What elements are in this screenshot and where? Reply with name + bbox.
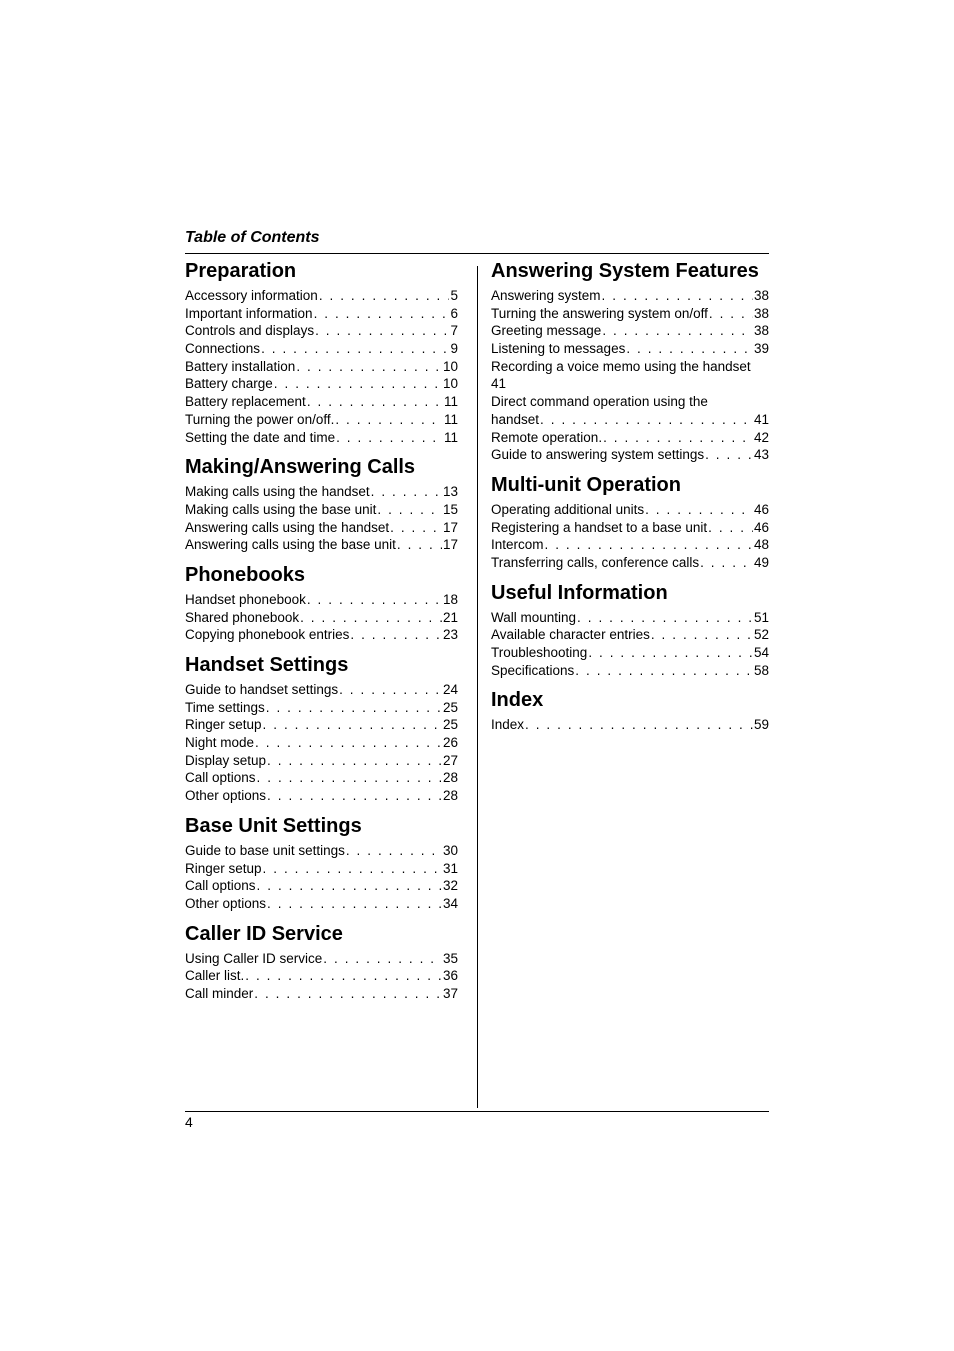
entry-label: Recording a voice memo using the handset: [491, 358, 751, 374]
entry-label: Ringer setup: [185, 717, 262, 733]
toc-entry[interactable]: [185, 752, 458, 770]
entry-label: Caller list.: [185, 968, 245, 984]
entry-label: Call minder: [185, 985, 254, 1001]
toc-entry[interactable]: [185, 375, 458, 393]
toc-entry[interactable]: [185, 681, 458, 699]
entry-label: Connections: [185, 341, 261, 357]
entry-page: 48: [753, 537, 769, 553]
entry-list: [185, 950, 458, 1003]
entry-list: [491, 287, 769, 464]
entry-page: 5: [450, 288, 458, 303]
toc-entry-voice-memo[interactable]: [491, 358, 769, 393]
entry-page: 52: [753, 627, 769, 643]
entry-page: 28: [442, 770, 458, 786]
toc-entry[interactable]: [185, 895, 458, 913]
toc-entry[interactable]: [491, 662, 769, 680]
entry-label: Guide to answering system settings: [491, 447, 705, 463]
section-title: Handset Settings: [185, 654, 349, 676]
entry-label: Guide to base unit settings: [185, 842, 345, 858]
toc-section-making-answering-calls: [185, 455, 458, 554]
entry-page: 35: [442, 950, 458, 966]
toc-entry[interactable]: [185, 734, 458, 752]
entry-label: Registering a handset to a base unit: [491, 519, 708, 535]
section-title: Multi-unit Operation: [491, 473, 681, 496]
entry-label: Night mode: [185, 735, 255, 751]
entry-page: 18: [442, 591, 458, 607]
entry-page: 13: [442, 484, 458, 500]
toc-entry[interactable]: [185, 429, 458, 447]
entry-label: Guide to handset settings: [185, 682, 339, 697]
entry-page: 10: [442, 376, 458, 392]
entry-page: 46: [753, 519, 769, 535]
entry-page: 30: [442, 842, 458, 858]
toc-section-handset-settings: [185, 653, 458, 805]
entry-page: 34: [442, 895, 458, 911]
entry-list: [185, 591, 458, 644]
entry-list: [491, 609, 769, 680]
entry-label: Call options: [185, 770, 256, 786]
toc-entry[interactable]: [185, 716, 458, 734]
toc-entry[interactable]: [185, 305, 458, 323]
toc-section-base-unit-settings: [185, 814, 458, 913]
entry-page: 17: [442, 537, 458, 553]
entry-page: 38: [753, 305, 769, 321]
entry-label: Shared phonebook: [185, 609, 300, 625]
toc-entry[interactable]: [185, 536, 458, 554]
section-title: Answering System Features: [491, 260, 759, 282]
toc-entry[interactable]: [185, 322, 458, 340]
toc-entry[interactable]: [185, 501, 458, 519]
section-title: Caller ID Service: [185, 922, 343, 945]
toc-section-index: [491, 688, 769, 734]
entry-page: 31: [442, 860, 458, 876]
entry-page: 6: [450, 305, 458, 321]
entry-page: 23: [442, 627, 458, 643]
toc-section-preparation: [185, 259, 458, 446]
entry-page: 15: [442, 501, 458, 517]
entry-label: Turning the power on/off.: [185, 411, 335, 427]
toc-entry[interactable]: [185, 967, 458, 985]
page-number: 4: [185, 1114, 193, 1130]
entry-page: 28: [442, 788, 458, 804]
entry-page: 38: [753, 323, 769, 339]
entry-label: Battery replacement: [185, 394, 306, 410]
entry-list: [185, 681, 458, 805]
page-header-title: Table of Contents: [185, 229, 320, 246]
toc-entry[interactable]: [185, 769, 458, 787]
toc-entry[interactable]: [185, 626, 458, 644]
toc-section-multi-unit-operation: [491, 473, 769, 572]
toc-entry[interactable]: [491, 644, 769, 662]
entry-label: Call options: [185, 878, 256, 894]
footer-rule: [185, 1111, 769, 1112]
toc-entry[interactable]: [185, 519, 458, 537]
entry-page: 24: [442, 682, 458, 697]
toc-entry[interactable]: [491, 340, 769, 358]
entry-list: [491, 501, 769, 572]
toc-entry[interactable]: [491, 554, 769, 572]
entry-label: Handset phonebook: [185, 591, 306, 607]
toc-entry[interactable]: [185, 860, 458, 878]
entry-label: Transferring calls, conference calls: [491, 554, 700, 570]
toc-entry[interactable]: [491, 626, 769, 644]
entry-label: Greeting message: [491, 323, 602, 339]
entry-label: Answering system: [491, 288, 601, 303]
entry-label: Listening to messages: [491, 341, 626, 357]
toc-entry[interactable]: [491, 609, 769, 627]
toc-entry[interactable]: [185, 591, 458, 609]
entry-page: 9: [450, 341, 458, 357]
entry-label: Available character entries: [491, 627, 650, 643]
entry-label: Answering calls using the base unit: [185, 537, 396, 553]
entry-page: 39: [753, 341, 769, 357]
section-title: Useful Information: [491, 581, 668, 604]
toc-entry[interactable]: [185, 358, 458, 376]
entry-page: 54: [753, 645, 769, 661]
toc-section-answering-system-features: [491, 259, 769, 464]
entry-label: Other options: [185, 788, 267, 804]
toc-entry[interactable]: [185, 483, 458, 501]
entry-page: 49: [753, 554, 769, 570]
entry-page: 25: [442, 717, 458, 733]
entry-label: Troubleshooting: [491, 645, 588, 661]
entry-label: Making calls using the handset: [185, 484, 370, 500]
entry-label: Direct command operation using the: [491, 394, 708, 410]
entry-label: Wall mounting: [491, 609, 577, 625]
entry-label: Time settings: [185, 699, 265, 715]
entry-page: 59: [753, 717, 769, 733]
entry-page: 27: [442, 752, 458, 768]
entry-label: Index: [491, 717, 525, 733]
toc-entry[interactable]: [185, 699, 458, 717]
toc-entry[interactable]: [185, 877, 458, 895]
entry-label: Other options: [185, 895, 267, 911]
section-title: Making/Answering Calls: [185, 456, 416, 479]
toc-entry[interactable]: [185, 393, 458, 411]
entry-page: 51: [753, 609, 769, 625]
entry-label: Operating additional units: [491, 501, 645, 517]
toc-entry[interactable]: [491, 287, 769, 305]
column-divider: [477, 266, 478, 1108]
entry-page: 37: [442, 985, 458, 1001]
toc-entry[interactable]: [491, 446, 769, 464]
section-title: Index: [491, 689, 544, 712]
toc-section-useful-information: [491, 581, 769, 680]
entry-list: [185, 842, 458, 913]
toc-entry[interactable]: [491, 305, 769, 323]
toc-entry[interactable]: [491, 716, 769, 734]
toc-left-column: [185, 259, 458, 1012]
entry-label: Important information: [185, 305, 313, 321]
toc-entry[interactable]: [185, 609, 458, 627]
entry-label: Using Caller ID service: [185, 950, 323, 966]
entry-page: 11: [443, 394, 458, 410]
toc-entry[interactable]: [185, 985, 458, 1003]
entry-label: Intercom: [491, 537, 544, 553]
entry-page: 7: [450, 323, 458, 339]
section-title: Preparation: [185, 260, 297, 282]
entry-page: 46: [753, 501, 769, 517]
entry-label: Answering calls using the handset: [185, 519, 390, 535]
entry-label: Battery installation: [185, 358, 296, 374]
entry-page: 41: [753, 411, 769, 427]
toc-right-column: [491, 259, 769, 743]
toc-entry[interactable]: [185, 950, 458, 968]
entry-label: Controls and displays: [185, 323, 315, 339]
toc-entry[interactable]: [491, 501, 769, 519]
toc-entry[interactable]: [491, 536, 769, 554]
entry-page: 32: [442, 878, 458, 894]
toc-section-caller-id-service: [185, 922, 458, 1003]
toc-entry[interactable]: [185, 287, 458, 305]
entry-page: 36: [442, 968, 458, 984]
section-title: Phonebooks: [185, 563, 306, 586]
entry-label: handset: [491, 411, 540, 427]
entry-page: 58: [753, 662, 769, 678]
entry-label: Turning the answering system on/off: [491, 305, 708, 321]
toc-entry[interactable]: [185, 340, 458, 358]
entry-label: Making calls using the base unit: [185, 501, 377, 517]
toc-entry-direct-command[interactable]: [491, 393, 769, 428]
toc-entry[interactable]: [185, 787, 458, 805]
entry-list: [185, 287, 458, 446]
entry-page: 10: [442, 358, 458, 374]
entry-page: 25: [442, 699, 458, 715]
entry-label: Remote operation.: [491, 429, 603, 445]
entry-label: Battery charge: [185, 376, 273, 392]
entry-page: 41: [491, 376, 507, 392]
entry-label: Accessory information: [185, 288, 318, 303]
entry-label: Ringer setup: [185, 860, 262, 876]
toc-section-phonebooks: [185, 563, 458, 644]
entry-label: Specifications: [491, 662, 575, 678]
entry-page: 43: [753, 447, 769, 463]
entry-page: 11: [443, 429, 458, 445]
header-rule: [185, 253, 769, 254]
entry-page: 11: [443, 411, 458, 427]
entry-label: Setting the date and time: [185, 429, 336, 445]
entry-page: 21: [442, 609, 458, 625]
entry-list: [491, 716, 769, 734]
entry-label: Copying phonebook entries: [185, 627, 350, 643]
toc-entry[interactable]: [185, 411, 458, 429]
entry-label: Display setup: [185, 752, 267, 768]
entry-page: 38: [753, 288, 769, 303]
entry-page: 17: [442, 519, 458, 535]
section-title: Base Unit Settings: [185, 814, 362, 837]
toc-entry[interactable]: [491, 429, 769, 447]
toc-entry[interactable]: [491, 519, 769, 537]
entry-page: 26: [442, 735, 458, 751]
toc-entry[interactable]: [491, 322, 769, 340]
toc-entry[interactable]: [185, 842, 458, 860]
entry-page: 42: [753, 429, 769, 445]
entry-list: [185, 483, 458, 554]
